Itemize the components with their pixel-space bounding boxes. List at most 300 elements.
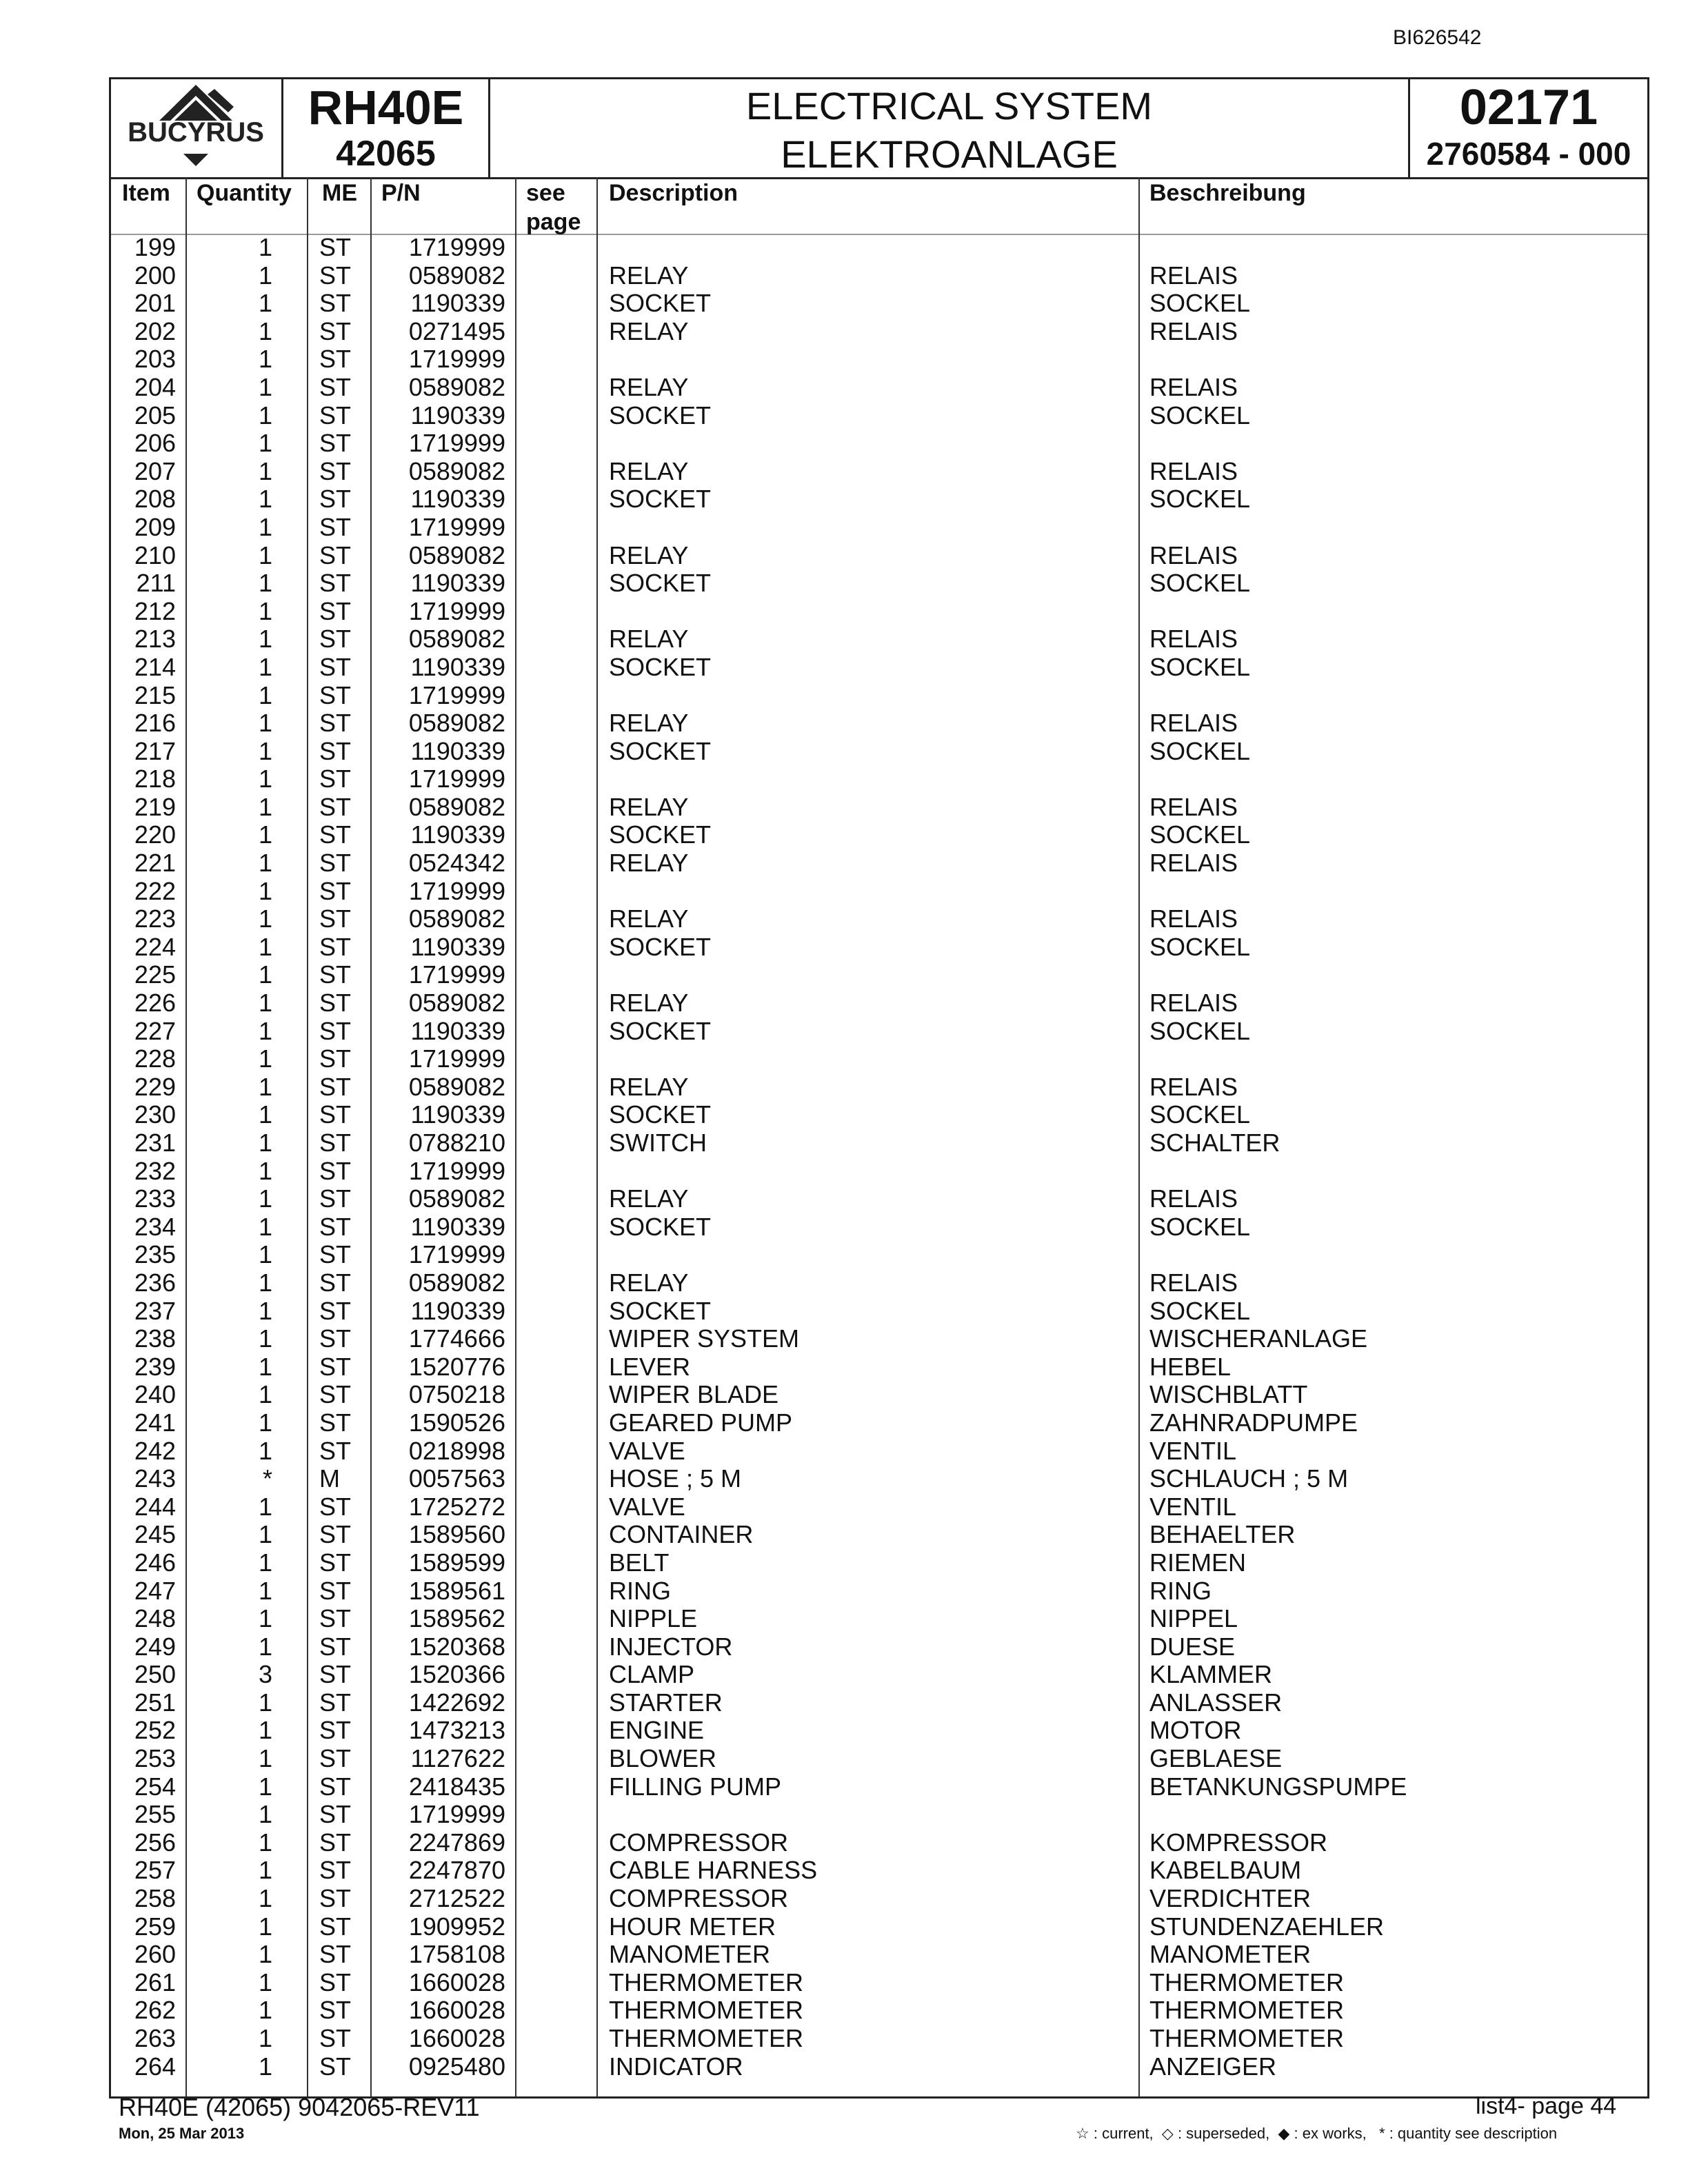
- legend-quantity: * : quantity see description: [1379, 2125, 1558, 2142]
- quantity: 1: [258, 904, 272, 933]
- group-number-block: [1410, 79, 1647, 177]
- description-en: RELAY: [609, 1268, 689, 1297]
- description-en: HOSE ; 5 M: [609, 1464, 742, 1493]
- part-number: 0589082: [408, 904, 505, 933]
- table-row: [111, 2053, 1647, 2081]
- description-de: THERMOMETER: [1149, 2024, 1344, 2052]
- item-number: 224: [134, 932, 176, 961]
- table-row: [111, 1101, 1647, 1129]
- item-number: 211: [136, 569, 176, 598]
- item-number: 244: [134, 1492, 176, 1521]
- part-number: 0589082: [408, 261, 505, 290]
- part-number: 1473213: [408, 1716, 505, 1745]
- item-number: 230: [134, 1100, 176, 1129]
- quantity: *: [262, 1464, 272, 1493]
- part-number: 1719999: [408, 876, 505, 905]
- quantity: 1: [258, 1240, 272, 1269]
- unit: ST: [319, 1856, 352, 1885]
- description-en: RELAY: [609, 792, 689, 821]
- description-de: DUESE: [1149, 1632, 1236, 1661]
- item-number: 235: [134, 1240, 176, 1269]
- part-number: 1190339: [410, 820, 505, 849]
- description-de: KLAMMER: [1149, 1660, 1273, 1689]
- unit: ST: [319, 372, 352, 401]
- quantity: 1: [258, 1968, 272, 1996]
- description-de: RELAIS: [1149, 849, 1238, 878]
- description-de: RELAIS: [1149, 540, 1238, 569]
- table-row: [111, 1185, 1647, 1213]
- part-number: 0589082: [408, 372, 505, 401]
- part-number: 1127622: [410, 1744, 505, 1773]
- part-number: 0589082: [408, 989, 505, 1018]
- description-en: ENGINE: [609, 1716, 705, 1745]
- part-number: 0750218: [408, 1380, 505, 1409]
- table-row: [111, 1493, 1647, 1521]
- description-de: MOTOR: [1149, 1716, 1242, 1745]
- description-en: NIPPLE: [609, 1604, 698, 1633]
- item-number: 232: [134, 1156, 176, 1185]
- item-number: 261: [134, 1968, 176, 1996]
- table-row: [111, 765, 1647, 793]
- table-row: [111, 2025, 1647, 2053]
- drawing-number: 2760584 - 000: [1426, 136, 1631, 172]
- item-number: 205: [134, 401, 176, 429]
- item-number: 249: [134, 1632, 176, 1661]
- part-number: 1590526: [408, 1408, 505, 1437]
- unit: ST: [319, 261, 352, 290]
- description-de: KOMPRESSOR: [1149, 1828, 1328, 1857]
- unit: ST: [319, 1772, 352, 1801]
- table-row: [111, 1717, 1647, 1745]
- title-german: ELEKTROANLAGE: [781, 132, 1118, 176]
- item-number: 248: [134, 1604, 176, 1633]
- part-number: 1589560: [408, 1520, 505, 1549]
- description-de: SCHLAUCH ; 5 M: [1149, 1464, 1349, 1493]
- table-row: [111, 598, 1647, 626]
- quantity: 3: [258, 1660, 272, 1689]
- item-number: 253: [134, 1744, 176, 1773]
- part-number: 0589082: [408, 709, 505, 738]
- description-de: RELAIS: [1149, 456, 1238, 485]
- col-item: Item: [122, 180, 170, 206]
- quantity: 1: [258, 1856, 272, 1885]
- table-row: [111, 1241, 1647, 1269]
- part-number: 0271495: [408, 316, 505, 345]
- unit: ST: [319, 1800, 352, 1829]
- quantity: 1: [258, 2024, 272, 2052]
- description-en: RING: [609, 1576, 671, 1605]
- item-number: 207: [134, 456, 176, 485]
- quantity: 1: [258, 820, 272, 849]
- table-row: [111, 1213, 1647, 1242]
- description-de: RELAIS: [1149, 709, 1238, 738]
- quantity: 1: [258, 1268, 272, 1297]
- description-en: SOCKET: [609, 569, 712, 598]
- quantity: 1: [258, 345, 272, 374]
- description-de: RELAIS: [1149, 989, 1238, 1018]
- description-en: BLOWER: [609, 1744, 717, 1773]
- description-en: FILLING PUMP: [609, 1772, 782, 1801]
- part-number: 0925480: [408, 2052, 505, 2081]
- part-number: 1719999: [408, 429, 505, 458]
- unit: ST: [319, 2024, 352, 2052]
- item-number: 220: [134, 820, 176, 849]
- description-de: BEHAELTER: [1149, 1520, 1296, 1549]
- part-number: 1660028: [408, 1996, 505, 2025]
- unit: ST: [319, 1100, 352, 1129]
- quantity: 1: [258, 1016, 272, 1045]
- item-number: 240: [134, 1380, 176, 1409]
- quantity: 1: [258, 1100, 272, 1129]
- table-row: [111, 569, 1647, 598]
- table-row: [111, 1605, 1647, 1633]
- description-de: RELAIS: [1149, 1072, 1238, 1101]
- description-de: BETANKUNGSPUMPE: [1149, 1772, 1407, 1801]
- part-number: 2712522: [408, 1884, 505, 1913]
- description-de: SOCKEL: [1149, 652, 1251, 681]
- item-number: 218: [134, 765, 176, 793]
- unit: ST: [319, 1912, 352, 1941]
- diamond-filled-icon: ◆: [1278, 2125, 1290, 2142]
- unit: ST: [319, 652, 352, 681]
- item-number: 210: [134, 540, 176, 569]
- part-number: 0589082: [408, 1268, 505, 1297]
- item-number: 255: [134, 1800, 176, 1829]
- quantity: 1: [258, 1828, 272, 1857]
- item-number: 231: [134, 1129, 176, 1157]
- description-en: SOCKET: [609, 401, 712, 429]
- table-row: [111, 1801, 1647, 1829]
- unit: ST: [319, 989, 352, 1018]
- description-en: SOCKET: [609, 1296, 712, 1325]
- part-number: 1719999: [408, 596, 505, 625]
- unit: ST: [319, 429, 352, 458]
- table-row: [111, 961, 1647, 989]
- unit: ST: [319, 569, 352, 598]
- item-number: 239: [134, 1352, 176, 1381]
- unit: ST: [319, 1296, 352, 1325]
- table-row: [111, 1325, 1647, 1353]
- item-number: 215: [134, 680, 176, 709]
- item-number: 241: [134, 1408, 176, 1437]
- table-row: [111, 989, 1647, 1018]
- item-number: 245: [134, 1520, 176, 1549]
- item-number: 213: [134, 625, 176, 654]
- description-de: STUNDENZAEHLER: [1149, 1912, 1385, 1941]
- description-en: SOCKET: [609, 652, 712, 681]
- quantity: 1: [258, 485, 272, 514]
- unit: ST: [319, 1940, 352, 1969]
- part-number: 1190339: [410, 1100, 505, 1129]
- item-number: 243: [134, 1464, 176, 1493]
- description-de: SOCKEL: [1149, 1100, 1251, 1129]
- table-row: [111, 514, 1647, 542]
- table-row: [111, 1996, 1647, 2025]
- description-en: SOCKET: [609, 1100, 712, 1129]
- table-row: [111, 318, 1647, 346]
- table-row: [111, 1073, 1647, 1102]
- quantity: 1: [258, 792, 272, 821]
- item-number: 203: [134, 345, 176, 374]
- table-row: [111, 1661, 1647, 1689]
- description-en: RELAY: [609, 540, 689, 569]
- table-row: [111, 625, 1647, 654]
- table-row: [111, 682, 1647, 710]
- description-de: WISCHERANLAGE: [1149, 1324, 1368, 1353]
- item-number: 234: [134, 1212, 176, 1241]
- table-row: [111, 1829, 1647, 1857]
- quantity: 1: [258, 1212, 272, 1241]
- item-number: 200: [134, 261, 176, 290]
- table-row: [111, 1381, 1647, 1409]
- part-number: 0788210: [408, 1129, 505, 1157]
- description-en: SOCKET: [609, 485, 712, 514]
- part-number: 1190339: [410, 1296, 505, 1325]
- table-row: [111, 849, 1647, 878]
- quantity: 1: [258, 401, 272, 429]
- table-row: [111, 1913, 1647, 1941]
- description-en: CONTAINER: [609, 1520, 754, 1549]
- unit: ST: [319, 1968, 352, 1996]
- item-number: 223: [134, 904, 176, 933]
- unit: ST: [319, 1129, 352, 1157]
- item-number: 216: [134, 709, 176, 738]
- description-de: MANOMETER: [1149, 1940, 1311, 1969]
- item-number: 227: [134, 1016, 176, 1045]
- serial-number: 42065: [336, 134, 436, 174]
- table-row: [111, 458, 1647, 486]
- group-number: 02171: [1459, 80, 1598, 135]
- description-en: SOCKET: [609, 1016, 712, 1045]
- unit: ST: [319, 792, 352, 821]
- table-row: [111, 1018, 1647, 1046]
- table-row: [111, 1689, 1647, 1717]
- description-de: SOCKEL: [1149, 1296, 1251, 1325]
- part-number: 1190339: [410, 401, 505, 429]
- description-de: ANZEIGER: [1149, 2052, 1277, 2081]
- unit: ST: [319, 1688, 352, 1717]
- description-de: GEBLAESE: [1149, 1744, 1283, 1773]
- item-number: 247: [134, 1576, 176, 1605]
- description-en: HOUR METER: [609, 1912, 776, 1941]
- quantity: 1: [258, 1044, 272, 1073]
- unit: ST: [319, 1212, 352, 1241]
- description-de: RELAIS: [1149, 372, 1238, 401]
- unit: ST: [319, 456, 352, 485]
- col-beschreibung: Beschreibung: [1149, 180, 1306, 206]
- part-number: 0057563: [408, 1464, 505, 1493]
- table-row: [111, 654, 1647, 682]
- quantity: 1: [258, 2052, 272, 2081]
- item-number: 242: [134, 1436, 176, 1465]
- unit: ST: [319, 904, 352, 933]
- part-number: 1719999: [408, 680, 505, 709]
- table-row: [111, 542, 1647, 570]
- description-de: WISCHBLATT: [1149, 1380, 1308, 1409]
- unit: ST: [319, 960, 352, 989]
- quantity: 1: [258, 1492, 272, 1521]
- quantity: 1: [258, 736, 272, 765]
- quantity: 1: [258, 1352, 272, 1381]
- unit: ST: [319, 932, 352, 961]
- legend: [1076, 2125, 1557, 2143]
- unit: ST: [319, 1184, 352, 1213]
- table-row: [111, 1465, 1647, 1493]
- description-de: HEBEL: [1149, 1352, 1232, 1381]
- table-row: [111, 345, 1647, 374]
- description-de: SOCKEL: [1149, 736, 1251, 765]
- table-row: [111, 374, 1647, 402]
- unit: ST: [319, 1156, 352, 1185]
- description-en: BELT: [609, 1548, 670, 1577]
- description-en: THERMOMETER: [609, 2024, 803, 2052]
- part-number: 0589082: [408, 792, 505, 821]
- quantity: 1: [258, 1072, 272, 1101]
- table-row: [111, 1577, 1647, 1606]
- description-de: RELAIS: [1149, 904, 1238, 933]
- unit: ST: [319, 1604, 352, 1633]
- item-number: 214: [134, 652, 176, 681]
- unit: ST: [319, 1520, 352, 1549]
- part-number: 1719999: [408, 233, 505, 261]
- unit: ST: [319, 1352, 352, 1381]
- quantity: 1: [258, 1520, 272, 1549]
- part-number: 1422692: [408, 1688, 505, 1717]
- description-en: INDICATOR: [609, 2052, 743, 2081]
- part-number: 1719999: [408, 1156, 505, 1185]
- table-row: [111, 1521, 1647, 1549]
- description-de: ANLASSER: [1149, 1688, 1283, 1717]
- part-number: 1520368: [408, 1632, 505, 1661]
- quantity: 1: [258, 709, 272, 738]
- unit: ST: [319, 625, 352, 654]
- part-number: 1719999: [408, 1800, 505, 1829]
- item-number: 219: [134, 792, 176, 821]
- part-number: 2247870: [408, 1856, 505, 1885]
- item-number: 233: [134, 1184, 176, 1213]
- part-number: 0589082: [408, 625, 505, 654]
- part-number: 1719999: [408, 345, 505, 374]
- model-name: RH40E: [308, 81, 464, 134]
- description-en: RELAY: [609, 849, 689, 878]
- description-en: RELAY: [609, 1184, 689, 1213]
- unit: ST: [319, 765, 352, 793]
- unit: ST: [319, 1408, 352, 1437]
- table-row: [111, 429, 1647, 458]
- quantity: 1: [258, 989, 272, 1018]
- table-row: [111, 878, 1647, 906]
- table-row: [111, 402, 1647, 430]
- description-en: CABLE HARNESS: [609, 1856, 818, 1885]
- unit: ST: [319, 820, 352, 849]
- quantity: 1: [258, 1744, 272, 1773]
- unit: ST: [319, 1072, 352, 1101]
- col-pn: P/N: [381, 180, 421, 206]
- quantity: 1: [258, 261, 272, 290]
- title-block: [111, 79, 1647, 179]
- part-number: 1719999: [408, 1044, 505, 1073]
- section-title-block: [490, 79, 1410, 177]
- logo-wordmark: BUCYRUS: [128, 117, 264, 148]
- quantity: 1: [258, 1184, 272, 1213]
- item-number: 208: [134, 485, 176, 514]
- table-row: [111, 1409, 1647, 1437]
- item-number: 259: [134, 1912, 176, 1941]
- part-number: 1719999: [408, 512, 505, 541]
- description-en: COMPRESSOR: [609, 1828, 789, 1857]
- unit: ST: [319, 401, 352, 429]
- table-row: [111, 1885, 1647, 1913]
- unit: ST: [319, 1268, 352, 1297]
- description-en: SOCKET: [609, 1212, 712, 1241]
- description-en: STARTER: [609, 1688, 723, 1717]
- table-row: [111, 290, 1647, 318]
- item-number: 237: [134, 1296, 176, 1325]
- unit: ST: [319, 1016, 352, 1045]
- quantity: 1: [258, 1576, 272, 1605]
- quantity: 1: [258, 849, 272, 878]
- quantity: 1: [258, 1324, 272, 1353]
- part-number: 1190339: [410, 652, 505, 681]
- quantity: 1: [258, 1996, 272, 2025]
- item-number: 250: [134, 1660, 176, 1689]
- description-de: ZAHNRADPUMPE: [1149, 1408, 1358, 1437]
- unit: ST: [319, 709, 352, 738]
- description-en: CLAMP: [609, 1660, 695, 1689]
- page-number: list4- page 44: [1476, 2093, 1617, 2119]
- legend-exworks: : ex works,: [1294, 2125, 1367, 2142]
- quantity: 1: [258, 289, 272, 318]
- table-row: [111, 1633, 1647, 1661]
- table-row: [111, 1129, 1647, 1157]
- unit: ST: [319, 316, 352, 345]
- quantity: 1: [258, 1632, 272, 1661]
- part-number: 1719999: [408, 1240, 505, 1269]
- description-en: RELAY: [609, 625, 689, 654]
- unit: ST: [319, 512, 352, 541]
- table-row: [111, 1773, 1647, 1801]
- quantity: 1: [258, 456, 272, 485]
- part-number: 1190339: [410, 1212, 505, 1241]
- unit: ST: [319, 1828, 352, 1857]
- item-number: 246: [134, 1548, 176, 1577]
- part-number: 1190339: [410, 1016, 505, 1045]
- description-de: VENTIL: [1149, 1492, 1237, 1521]
- item-number: 229: [134, 1072, 176, 1101]
- description-en: COMPRESSOR: [609, 1884, 789, 1913]
- part-number: 1190339: [410, 736, 505, 765]
- parts-list-frame: [109, 77, 1649, 2099]
- description-en: THERMOMETER: [609, 1996, 803, 2025]
- item-number: 212: [134, 596, 176, 625]
- description-de: NIPPEL: [1149, 1604, 1238, 1633]
- unit: ST: [319, 876, 352, 905]
- description-de: SOCKEL: [1149, 401, 1251, 429]
- diamond-outline-icon: ◇: [1161, 2125, 1174, 2142]
- table-row: [111, 1045, 1647, 1073]
- item-number: 221: [134, 849, 176, 878]
- unit: ST: [319, 1576, 352, 1605]
- table-row: [111, 738, 1647, 766]
- description-en: RELAY: [609, 261, 689, 290]
- description-de: RING: [1149, 1576, 1212, 1605]
- description-de: THERMOMETER: [1149, 1968, 1344, 1996]
- quantity: 1: [258, 596, 272, 625]
- table-row: [111, 1157, 1647, 1186]
- description-de: KABELBAUM: [1149, 1856, 1302, 1885]
- unit: ST: [319, 1660, 352, 1689]
- description-en: RELAY: [609, 709, 689, 738]
